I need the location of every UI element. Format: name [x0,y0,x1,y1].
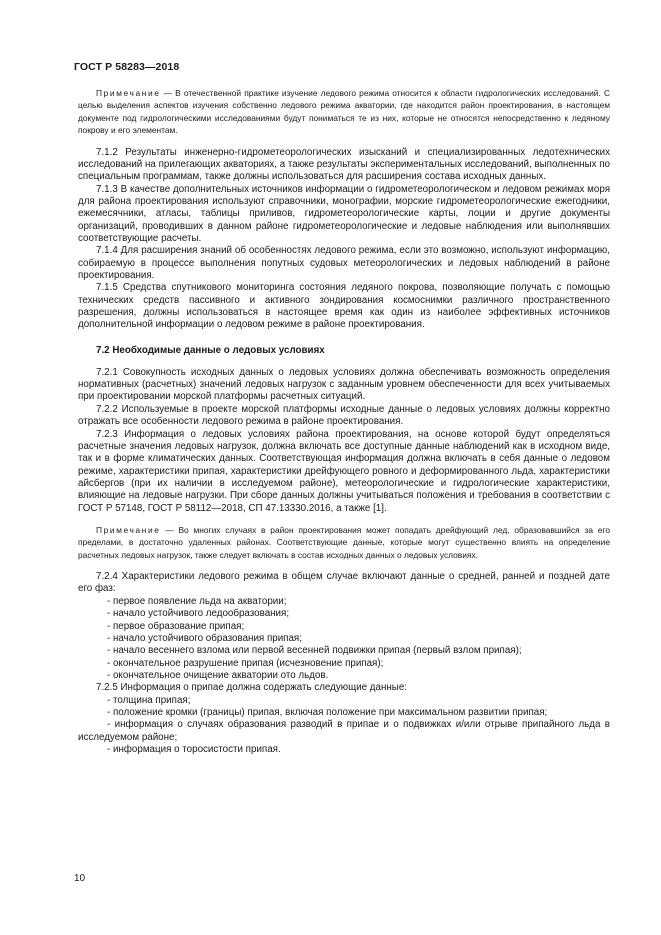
paragraph-7-1-2: 7.1.2 Результаты инженерно-гидрометеорологических изысканий и специализированных ледотехнических исследований на прилегающих акваториях, а также результаты экспериментальных исследований, выполненных по специальным программам, также должны использоваться для расширения состава исходных данных. [78,146,611,183]
note-label: Примечание [96,524,161,535]
document-header: ГОСТ Р 58283—2018 [74,61,180,73]
section-heading-7-2: 7.2 Необходимые данные о ледовых условиях [96,344,325,356]
note-label: Примечание [96,88,161,98]
list-item: - информация о случаях образования разводий в припае и о подвижках и/или отрыве припайного льда в исследуемом районе; [78,719,610,743]
list-item: - окончательное разрушение припая (исчезновение припая); [107,657,384,669]
paragraph-7-1-5: 7.1.5 Средства спутникового мониторинга состояния ледяного покрова, позволяющие получать с помощью технических средств пассивного и активного зондирования космоснимки различного пространственного разрешения, должны использоваться в настоящее время как один из наиболее эффективных источников дополнительной информации о ледовом режиме в районе проектирования. [78,282,610,331]
note-text: — Во многих случаях в район проектирования может попадать дрейфующий лед, образовавшийся за его пределами, в достаточно удаленных районах. Соответствующие данные, которые могут существенно влиять на определение расчетных ледовых нагрузок, также следует включать в состав исходных данных о ледовых условиях. [78,524,610,560]
paragraph-7-1-4: 7.1.4 Для расширения знаний об особенностях ледового режима, если это возможно, используют информацию, собираемую в процессе выполнения попутных судовых метеорологических и ледовых наблюдений в районе проектирования. [78,245,610,282]
list-item: - первое образование припая; [107,620,245,632]
note-paragraph [78,524,610,561]
list-item: - начало устойчивого ледообразования; [107,608,290,620]
paragraph-7-2-1: 7.2.1 Совокупность исходных данных о ледовых условиях должна обеспечивать возможность определения нормативных (расчетных) значений ледовых нагрузок с заданным уровнем обеспеченности для всех учитываемых при проектировании морской платформы расчетных ситуаций. [78,366,610,403]
list-item: - окончательное очищение акватории ото льдов. [107,669,329,681]
list-item: - положение кромки (границы) припая, включая положение при максимальном развитии припая; [107,706,548,718]
list-item: - первое появление льда на акватории; [107,595,287,607]
paragraph-7-2-4: 7.2.4 Характеристики ледового режима в общем случае включают данные о средней, ранней и поздней дате его фаз: [78,571,610,595]
paragraph-7-2-3: 7.2.3 Информация о ледовых условиях района проектирования, на основе которой будут определяться расчетные значения ледовых нагрузок, должна включать все доступные данные наблюдений как в исходном виде, так и в форме климатических данных. Соответствующая информация должна включать в себя данные о ледовом режиме, характеристики припая, характеристики дрейфующего ровного и деформированного льда, характеристики айсбергов (при их наличии в исследуемом районе), метеорологические и гидрологические характеристики, влияющие на ледовые нагрузки. При сборе данных должны учитываться положения и требования в соответствии с ГОСТ Р 57148, ГОСТ Р 58112—2018, СП 47.13330.2016, а также [1]. [78,428,610,514]
page-number: 10 [74,873,86,884]
note-paragraph [78,87,610,137]
paragraph-7-2-2: 7.2.2 Используемые в проекте морской платформы исходные данные о ледовых условиях должны корректно отражать все особенности ледового режима в районе проектирования. [78,403,610,428]
list-item: - информация о торосистости припая. [107,743,281,755]
list-item: - начало весеннего взлома или первой весенней подвижки припая (первый взлом припая); [107,645,522,657]
paragraph-7-1-3: 7.1.3 В качестве дополнительных источников информации о гидрометеорологическом и ледовом режимах моря для района проектирования используют справочники, монографии, морские гидрометеорологические ежегодники, ежемесячники, атласы, таблицы приливов, гидрометеорологические карты, лоции и другие документы организаций, проводивших в данном районе гидрометеорологические и ледовые наблюдения или выполнявших соответствующие расчеты. [78,183,610,245]
list-item: - толщина припая; [107,694,191,706]
paragraph-7-2-5: 7.2.5 Информация о припае должна содержать следующие данные: [96,682,408,694]
list-item: - начало устойчивого образования припая; [107,632,302,644]
page-content [78,87,610,756]
note-text: — В отечественной практике изучение ледового режима относится к области гидрологических исследований. С целью выделения аспектов изучения собственно ледового режима акватории, где находится район проектирования, в настоящем документе под гидрологическими исследованиями будут пониматься те из них, которые не относятся непосредственно к ледяному покрову и его элементам. [78,88,610,136]
